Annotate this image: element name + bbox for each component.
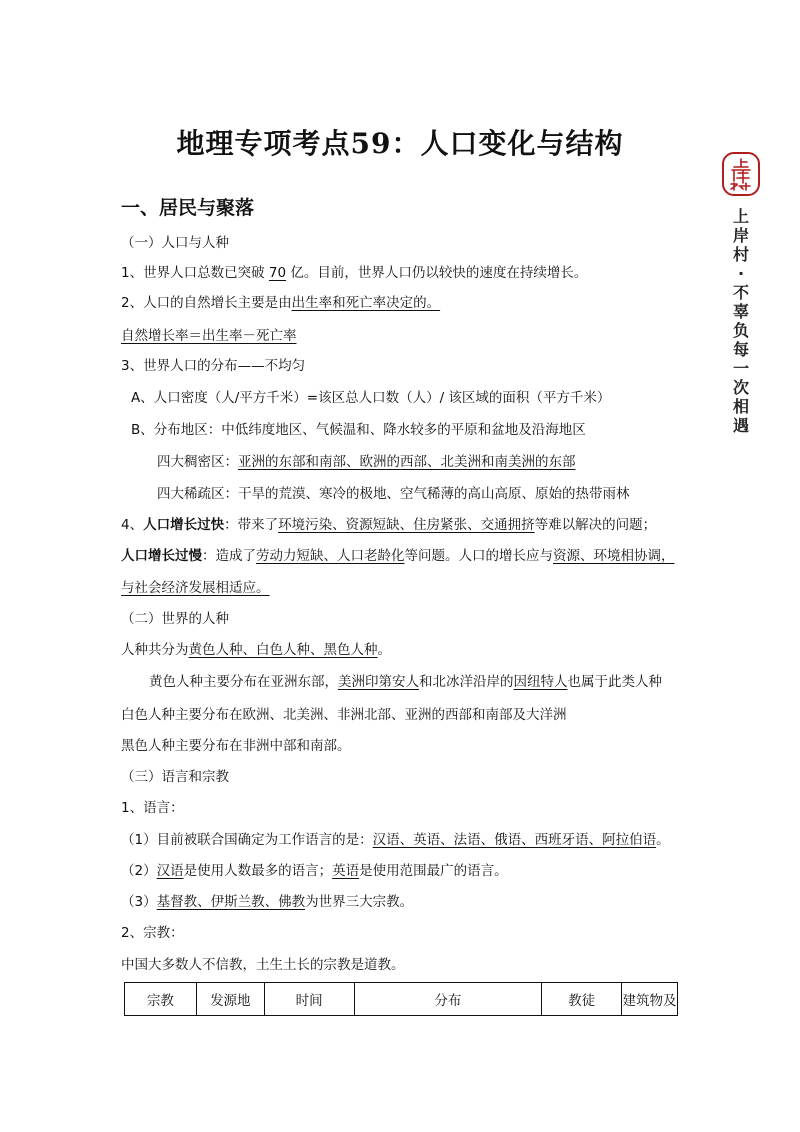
text-line: 四大稠密区：亚洲的东部和南部、欧洲的西部、北美洲和南美洲的东部 (157, 454, 576, 470)
text-line: 中国大多数人不信教，土生土长的宗教是道教。 (121, 957, 405, 973)
text-line: （2）汉语是使用人数最多的语言；英语是使用范围最广的语言。 (121, 863, 508, 879)
slogan-char: 相 (732, 397, 749, 416)
subsection-heading: （一）人口与人种 (121, 235, 229, 251)
slogan-char: 岸 (732, 226, 749, 245)
text-line: 1、语言： (121, 800, 184, 816)
slogan-char: 一 (732, 359, 749, 378)
slogan-char: 次 (732, 378, 749, 397)
table-header-cell: 建筑物及 (622, 983, 678, 1016)
text-line: 与社会经济发展相适应。 (121, 580, 270, 596)
table-header-cell: 教徒 (542, 983, 622, 1016)
slogan-char: 每 (732, 340, 749, 359)
slogan-char: 负 (732, 321, 749, 340)
slogan-char: 上 (732, 207, 749, 226)
subsection-heading: （二）世界的人种 (121, 611, 229, 627)
text-line: A、人口密度（人/平方千米）=该区总人口数（人）/ 该区域的面积（平方千米） (131, 390, 611, 406)
table-header-row (125, 983, 678, 1016)
table-header-cell: 发源地 (196, 983, 264, 1016)
table-header-cell: 分布 (354, 983, 542, 1016)
brand-seal-stamp (722, 152, 760, 196)
vertical-slogan (729, 207, 753, 435)
text-line: 四大稀疏区：干旱的荒漠、寒冷的极地、空气稀薄的高山高原、原始的热带雨林 (157, 486, 630, 502)
table-header-cell: 时间 (264, 983, 354, 1016)
text-line: 白色人种主要分布在欧洲、北美洲、非洲北部、亚洲的西部和南部及大洋洲 (121, 707, 567, 723)
text-line: 1、世界人口总数已突破 70 亿。目前，世界人口仍以较快的速度在持续增长。 (121, 265, 588, 281)
religion-table (124, 982, 678, 1016)
text-line: （3）基督教、伊斯兰教、佛教为世界三大宗教。 (121, 894, 414, 910)
text-line: 2、人口的自然增长主要是由出生率和死亡率决定的。 (121, 295, 441, 311)
section-heading: 一、居民与聚落 (121, 197, 255, 219)
seal-glyph-icon (728, 157, 754, 191)
page-title: 地理专项考点59：人口变化与结构 (176, 127, 624, 160)
text-line: 人种共分为黄色人种、白色人种、黑色人种。 (121, 642, 391, 658)
slogan-char: 不 (732, 283, 749, 302)
subsection-heading: （三）语言和宗教 (121, 769, 229, 785)
text-line: 3、世界人口的分布——不均匀 (121, 358, 306, 374)
text-line: 4、人口增长过快：带来了环境污染、资源短缺、住房紧张、交通拥挤等难以解决的问题； (121, 517, 657, 533)
text-line: 2、宗教： (121, 925, 184, 941)
text-line: （1）目前被联合国确定为工作语言的是：汉语、英语、法语、俄语、西班牙语、阿拉伯语。 (121, 832, 670, 848)
text-line: 黄色人种主要分布在亚洲东部，美洲印第安人和北冰洋沿岸的因纽特人也属于此类人种 (149, 674, 662, 690)
slogan-char: 村 (732, 245, 749, 264)
text-line: 人口增长过慢：造成了劳动力短缺、人口老龄化等问题。人口的增长应与资源、环境相协调， (121, 548, 675, 564)
slogan-char: 遇 (732, 416, 749, 435)
slogan-char: 辜 (732, 302, 749, 321)
slogan-char: · (737, 264, 745, 283)
text-line: B、分布地区：中低纬度地区、气候温和、降水较多的平原和盆地及沿海地区 (131, 422, 586, 438)
formula-line: 自然增长率＝出生率－死亡率 (121, 328, 297, 344)
text-line: 黑色人种主要分布在非洲中部和南部。 (121, 738, 351, 754)
table-header-cell: 宗教 (125, 983, 197, 1016)
